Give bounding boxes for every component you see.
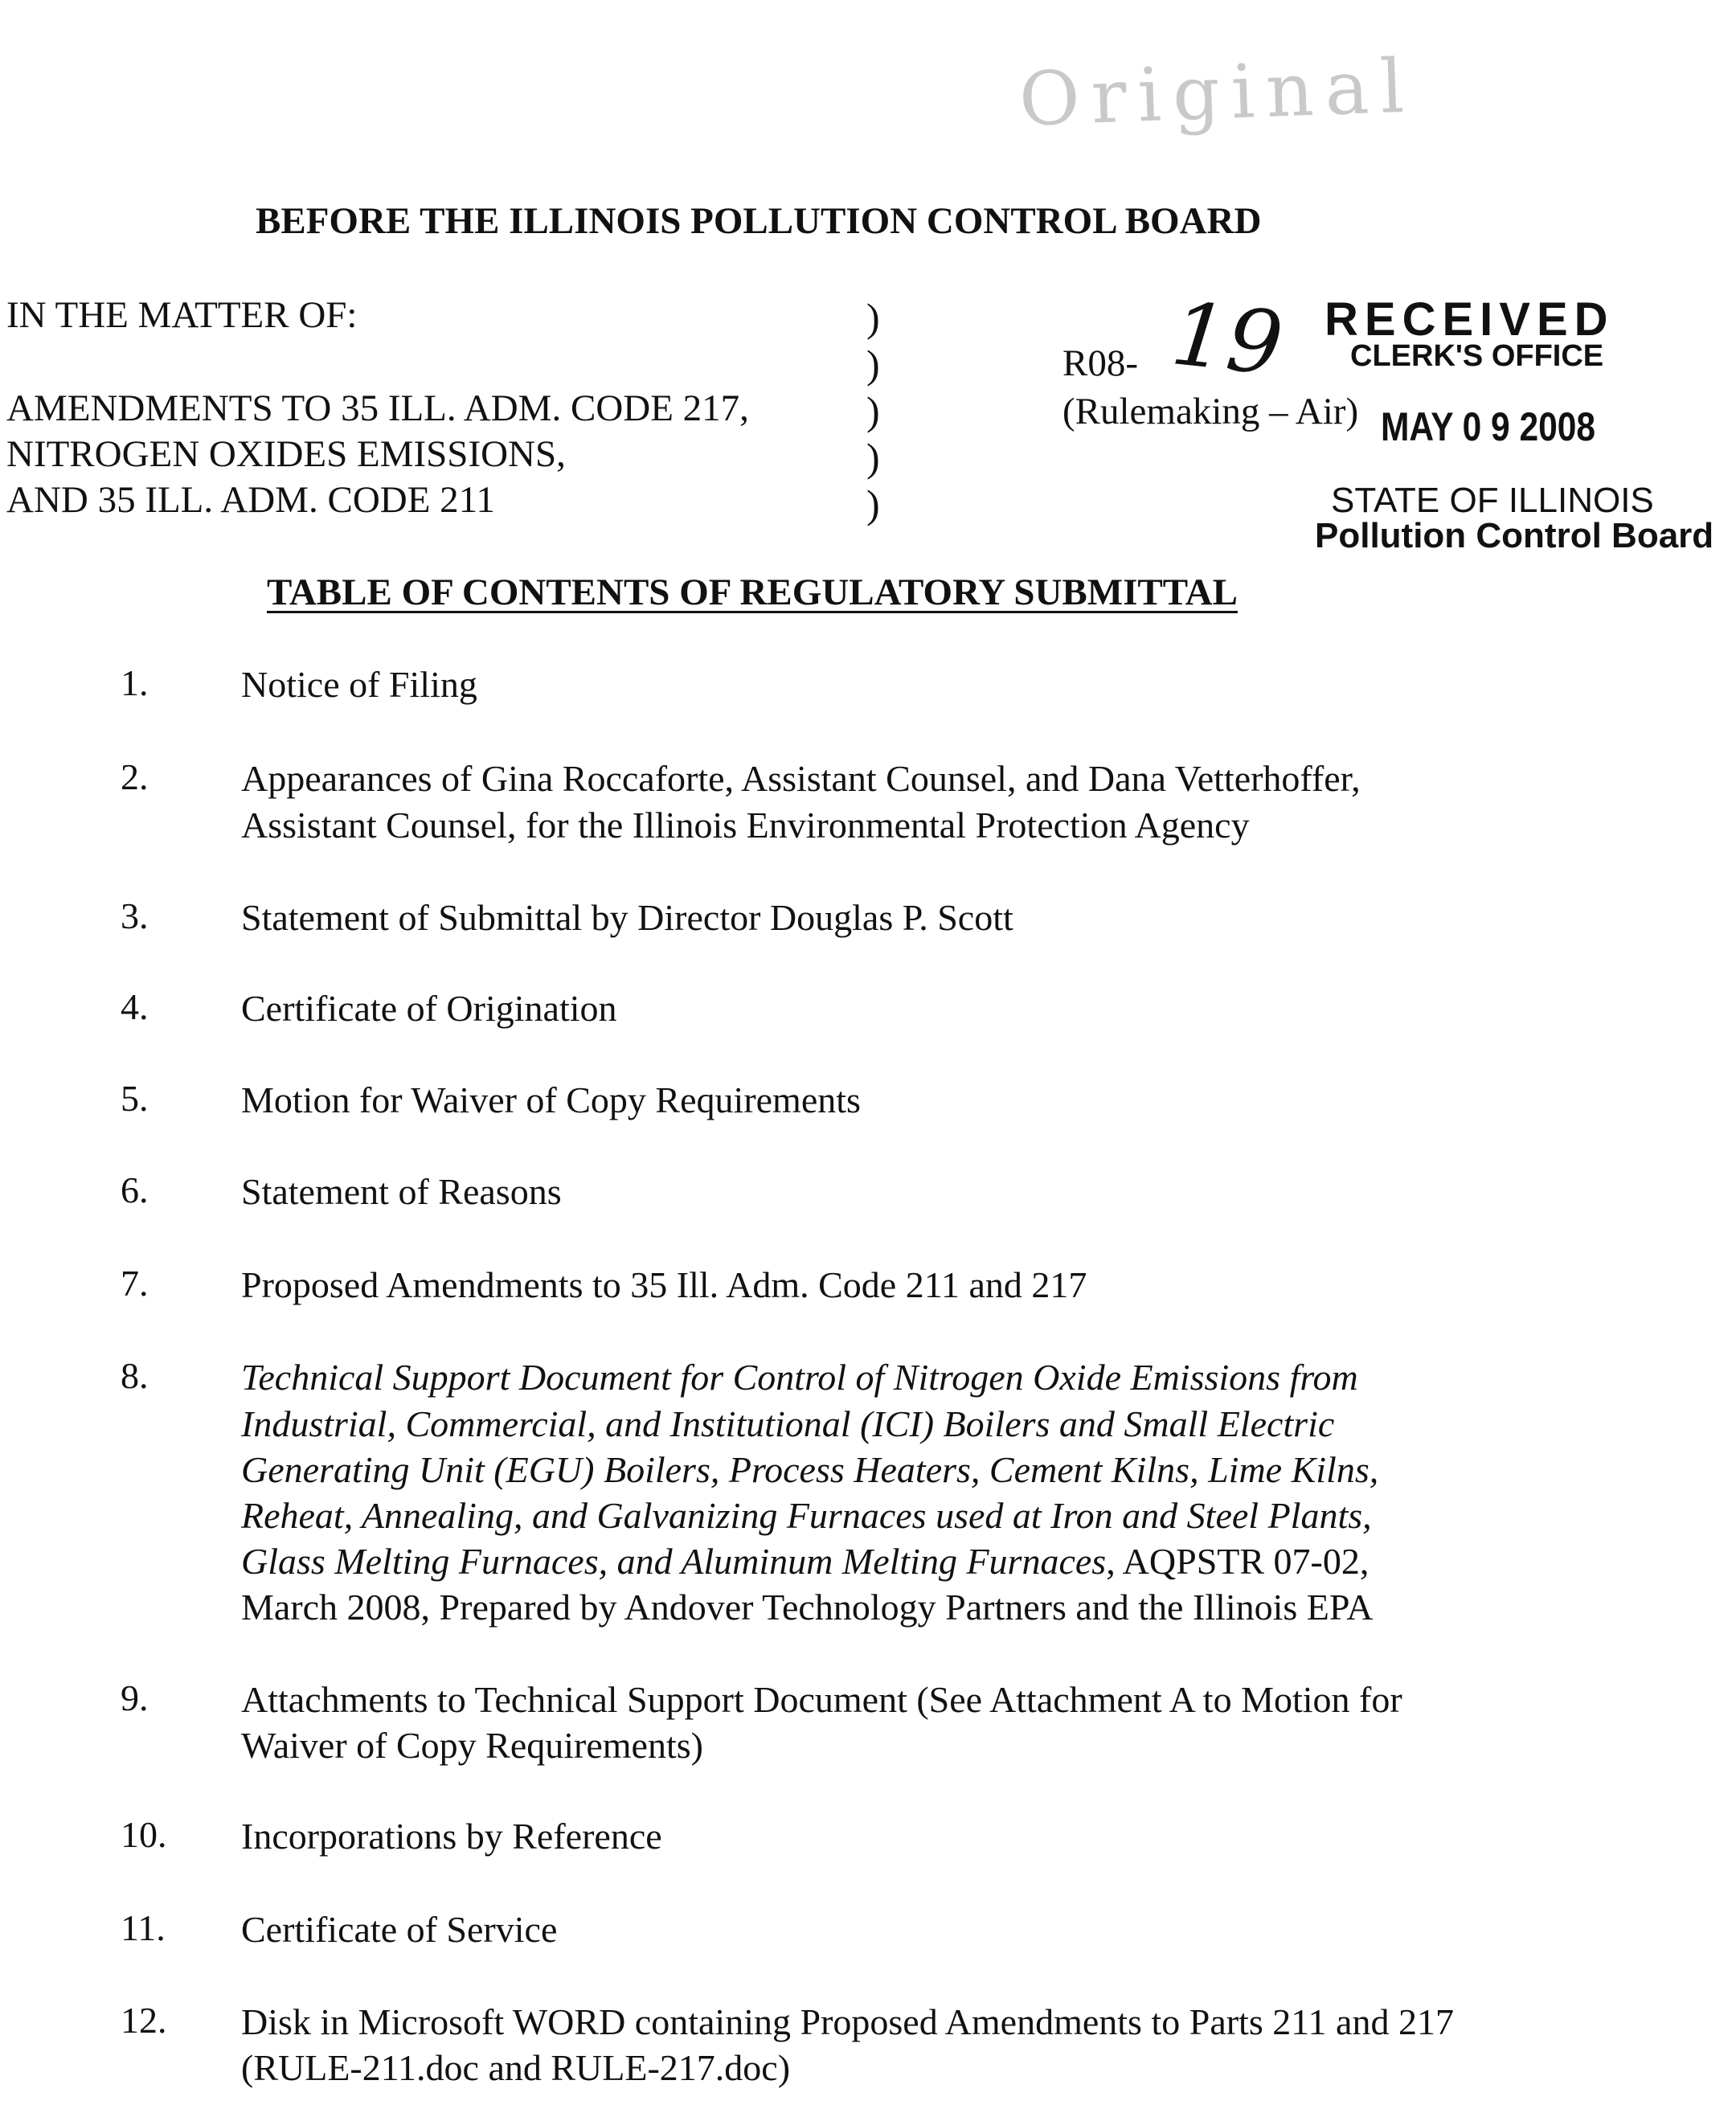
caption-subject-line-3: AND 35 ILL. ADM. CODE 211 <box>6 479 495 521</box>
toc-item-text: Disk in Microsoft WORD containing Proposed Amendments to Parts 211 and 217 <box>241 2001 1454 2042</box>
toc-item-number: 9. <box>121 1677 149 1718</box>
caption-paren: ) <box>866 435 880 480</box>
toc-item-text: Assistant Counsel, for the Illinois Environmental Protection Agency <box>241 805 1250 846</box>
docket-prefix: R08- <box>1062 342 1138 384</box>
toc-item-italic-part: Glass Melting Furnaces, and Aluminum Melting Furnaces <box>241 1541 1107 1582</box>
toc-item-text: Statement of Submittal by Director Douglas P. Scott <box>241 897 1013 938</box>
toc-item-text: (RULE-211.doc and RULE-217.doc) <box>241 2047 791 2088</box>
toc-item-text: Certificate of Origination <box>241 988 617 1029</box>
stamp-received: RECEIVED <box>1325 293 1615 346</box>
caption-paren: ) <box>866 295 880 340</box>
toc-item-text: Statement of Reasons <box>241 1171 562 1212</box>
toc-item-text: Industrial, Commercial, and Institutional (ICI) Boilers and Small Electric <box>241 1403 1335 1444</box>
toc-item-text: Appearances of Gina Roccaforte, Assistant Counsel, and Dana Vetterhoffer, <box>241 758 1361 799</box>
toc-heading: TABLE OF CONTENTS OF REGULATORY SUBMITTAL <box>267 571 1238 613</box>
toc-item-text: Certificate of Service <box>241 1909 558 1950</box>
toc-item-text: Incorporations by Reference <box>241 1816 662 1857</box>
toc-item-text: Motion for Waiver of Copy Requirements <box>241 1079 861 1120</box>
toc-item-text: Proposed Amendments to 35 Ill. Adm. Code 211 and 217 <box>241 1264 1087 1305</box>
toc-item-text: Reheat, Annealing, and Galvanizing Furnaces used at Iron and Steel Plants, <box>241 1495 1372 1536</box>
toc-item-number: 10. <box>121 1814 167 1855</box>
in-the-matter-label: IN THE MATTER OF: <box>6 294 358 336</box>
toc-item-number: 7. <box>121 1263 149 1304</box>
toc-item-text: Technical Support Document for Control of Nitrogen Oxide Emissions from <box>241 1357 1358 1398</box>
caption-paren: ) <box>866 388 880 433</box>
toc-item-number: 5. <box>121 1078 149 1119</box>
toc-item-number: 3. <box>121 895 149 936</box>
toc-item-number: 6. <box>121 1169 149 1210</box>
toc-item-text: March 2008, Prepared by Andover Technology Partners and the Illinois EPA <box>241 1587 1374 1628</box>
stamp-board: Pollution Control Board <box>1315 516 1714 555</box>
toc-item-text: Generating Unit (EGU) Boilers, Process Heaters, Cement Kilns, Lime Kilns, <box>241 1449 1379 1490</box>
handwritten-top-note: Original <box>1017 43 1417 143</box>
toc-item-number: 11. <box>121 1907 166 1948</box>
toc-item-text: Waiver of Copy Requirements) <box>241 1725 703 1766</box>
board-title: BEFORE THE ILLINOIS POLLUTION CONTROL BOARD <box>256 200 1262 242</box>
caption-subject-line-2: NITROGEN OXIDES EMISSIONS, <box>6 433 566 475</box>
toc-item-text <box>241 1538 1369 1584</box>
caption-subject-line-1: AMENDMENTS TO 35 ILL. ADM. CODE 217, <box>6 387 749 429</box>
toc-item-text: Notice of Filing <box>241 664 477 705</box>
toc-item-report-number: , AQPSTR 07-02, <box>1106 1541 1370 1582</box>
caption-paren: ) <box>866 481 880 526</box>
toc-item-number: 1. <box>121 662 149 703</box>
toc-item-number: 4. <box>121 986 149 1027</box>
toc-item-number: 8. <box>121 1355 149 1396</box>
docket-type: (Rulemaking – Air) <box>1062 391 1359 432</box>
toc-item-number: 2. <box>121 756 149 797</box>
caption-paren: ) <box>866 342 880 387</box>
stamp-state: STATE OF ILLINOIS <box>1331 481 1654 520</box>
toc-item-text: Attachments to Technical Support Document (See Attachment A to Motion for <box>241 1679 1402 1720</box>
stamp-clerks-office: CLERK'S OFFICE <box>1350 339 1604 373</box>
handwritten-docket-number: 19 <box>1166 284 1288 395</box>
stamp-date: MAY 0 9 2008 <box>1381 404 1596 449</box>
toc-item-number: 12. <box>121 2000 167 2041</box>
